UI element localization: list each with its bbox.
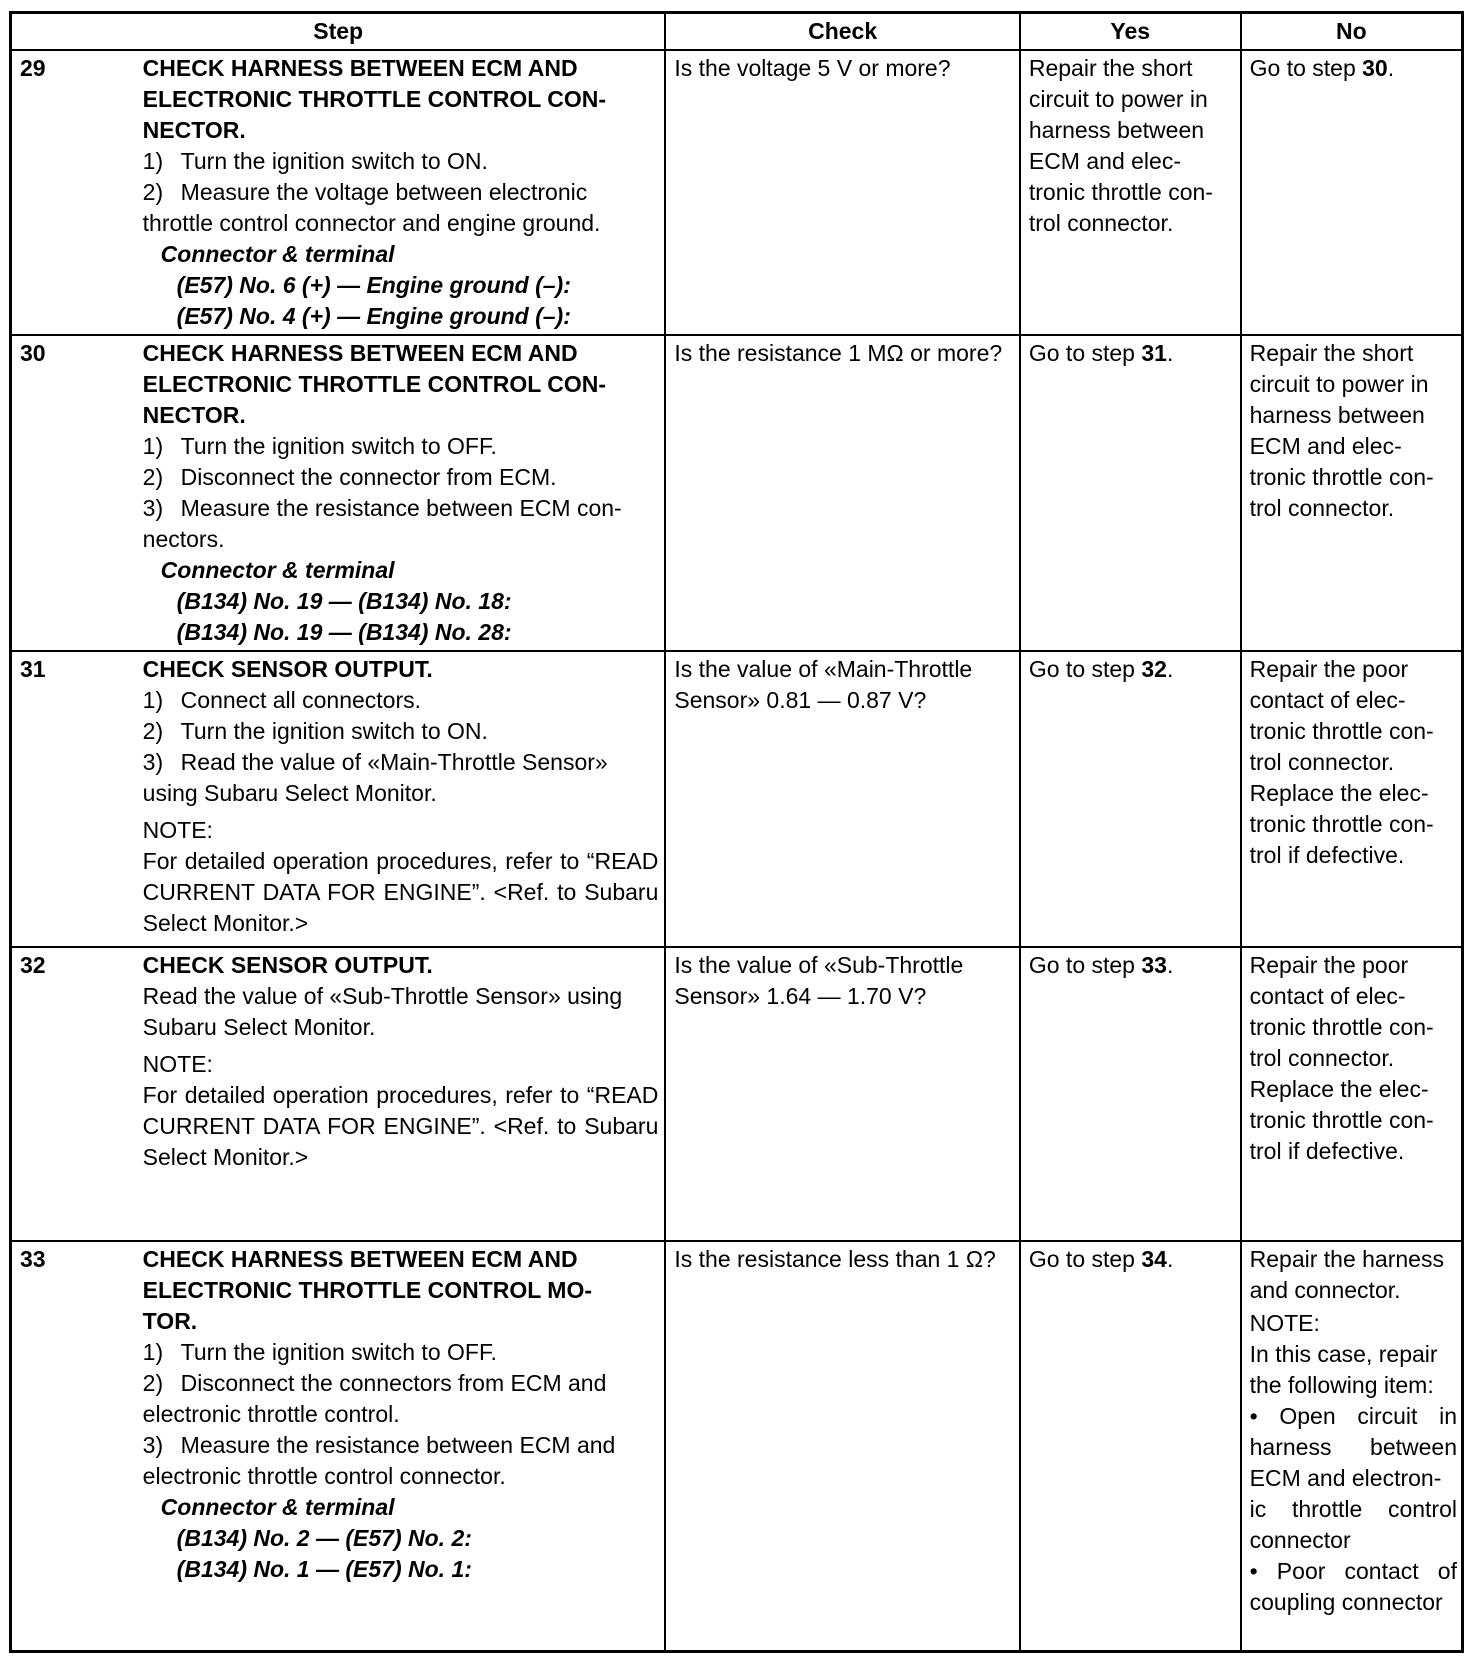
connector-terminal-heading: Connector & terminal bbox=[160, 241, 395, 267]
step-link: 30 bbox=[1362, 55, 1388, 81]
step-description bbox=[135, 947, 666, 1241]
header-check: Check bbox=[665, 13, 1020, 51]
no-action: Repair the harness and connector. bbox=[1249, 1246, 1444, 1303]
step-number: 32 bbox=[11, 947, 135, 1241]
check-cell: Is the resistance less than 1 Ω? bbox=[665, 1241, 1020, 1652]
instruction: 1) Turn the ignition switch to OFF. bbox=[142, 433, 497, 459]
bullet-item: • Poor contact of coupling connector bbox=[1249, 1558, 1457, 1615]
table-row bbox=[11, 1241, 1463, 1652]
step-link: 33 bbox=[1141, 952, 1167, 978]
yes-cell: Go to step 31. bbox=[1020, 335, 1241, 651]
step-title: CHECK HARNESS BETWEEN ECM AND ELECTRONIC THROTTLE CONTROL MO- TOR. bbox=[142, 1246, 592, 1334]
step-link: 34 bbox=[1141, 1246, 1167, 1272]
step-description bbox=[135, 651, 666, 947]
table-row bbox=[11, 947, 1463, 1241]
note-label: NOTE: bbox=[142, 1051, 213, 1077]
header-yes: Yes bbox=[1020, 13, 1241, 51]
note-label: NOTE: bbox=[142, 817, 213, 843]
terminal-spec: (B134) No. 2 — (E57) No. 2: bbox=[176, 1525, 472, 1551]
yes-cell: Go to step 34. bbox=[1020, 1241, 1241, 1652]
note-text: For detailed operation procedures, refer to “READ CURRENT DATA FOR ENGINE”. <Ref. to Subaru Select Monitor.> bbox=[142, 848, 659, 936]
no-cell bbox=[1241, 1241, 1463, 1652]
table-row bbox=[11, 50, 1463, 335]
instruction: 1) Turn the ignition switch to ON. bbox=[142, 148, 488, 174]
step-number: 29 bbox=[11, 50, 135, 335]
check-cell: Is the voltage 5 V or more? bbox=[665, 50, 1020, 335]
check-cell: Is the value of «Sub-Throttle Sensor» 1.64 — 1.70 V? bbox=[665, 947, 1020, 1241]
step-link: 31 bbox=[1141, 340, 1167, 366]
instruction: 2) Measure the voltage between electronic throttle control connector and engine ground. bbox=[142, 179, 601, 236]
yes-cell: Go to step 32. bbox=[1020, 651, 1241, 947]
instruction: 2) Disconnect the connectors from ECM and electronic throttle control. bbox=[142, 1370, 607, 1427]
note-text: For detailed operation procedures, refer to “READ CURRENT DATA FOR ENGINE”. <Ref. to Subaru Select Monitor.> bbox=[142, 1082, 659, 1170]
yes-cell: Go to step 33. bbox=[1020, 947, 1241, 1241]
step-title: CHECK HARNESS BETWEEN ECM AND ELECTRONIC THROTTLE CONTROL CON- NECTOR. bbox=[142, 55, 607, 143]
instruction: 3) Measure the resistance between ECM con- nectors. bbox=[142, 495, 622, 552]
table-header-row bbox=[11, 13, 1463, 51]
instruction: 3) Read the value of «Main-Throttle Sensor» using Subaru Select Monitor. bbox=[142, 749, 608, 806]
check-cell: Is the value of «Main-Throttle Sensor» 0.81 — 0.87 V? bbox=[665, 651, 1020, 947]
header-no: No bbox=[1241, 13, 1463, 51]
connector-terminal-heading: Connector & terminal bbox=[160, 557, 395, 583]
no-cell: Repair the short circuit to power in harness between ECM and elec- tronic throttle con- trol connector. bbox=[1241, 335, 1463, 651]
step-title: CHECK HARNESS BETWEEN ECM AND ELECTRONIC THROTTLE CONTROL CON- NECTOR. bbox=[142, 340, 607, 428]
instruction: 3) Measure the resistance between ECM and electronic throttle control connector. bbox=[142, 1432, 616, 1489]
instruction: 1) Connect all connectors. bbox=[142, 687, 422, 713]
terminal-spec: (B134) No. 1 — (E57) No. 1: bbox=[176, 1556, 472, 1582]
table-row bbox=[11, 651, 1463, 947]
step-number: 33 bbox=[11, 1241, 135, 1652]
note-text: In this case, repair the following item: bbox=[1249, 1341, 1438, 1398]
step-body: Read the value of «Sub-Throttle Sensor» using Subaru Select Monitor. bbox=[142, 983, 623, 1040]
table-row bbox=[11, 335, 1463, 651]
diagnostic-table bbox=[9, 11, 1464, 1653]
terminal-spec: (E57) No. 6 (+) — Engine ground (–): bbox=[176, 272, 571, 298]
terminal-spec: (B134) No. 19 — (B134) No. 28: bbox=[176, 619, 512, 645]
header-step: Step bbox=[11, 13, 666, 51]
yes-cell: Repair the short circuit to power in harness between ECM and elec- tronic throttle con- trol connector. bbox=[1020, 50, 1241, 335]
step-description bbox=[135, 50, 666, 335]
instruction: 2) Turn the ignition switch to ON. bbox=[142, 718, 488, 744]
bullet-item: • Open circuit in harness between ECM and electron- ic throttle control connector bbox=[1249, 1403, 1457, 1553]
step-description bbox=[135, 1241, 666, 1652]
no-cell: Repair the poor contact of elec- tronic throttle con- trol connector. Replace the elec- tronic throttle con- trol if defective. bbox=[1241, 651, 1463, 947]
step-description bbox=[135, 335, 666, 651]
step-title: CHECK SENSOR OUTPUT. bbox=[142, 656, 433, 682]
no-cell: Go to step 30. bbox=[1241, 50, 1463, 335]
connector-terminal-heading: Connector & terminal bbox=[160, 1494, 395, 1520]
instruction: 1) Turn the ignition switch to OFF. bbox=[142, 1339, 497, 1365]
check-cell: Is the resistance 1 MΩ or more? bbox=[665, 335, 1020, 651]
instruction: 2) Disconnect the connector from ECM. bbox=[142, 464, 557, 490]
step-number: 31 bbox=[11, 651, 135, 947]
no-cell: Repair the poor contact of elec- tronic throttle con- trol connector. Replace the elec- tronic throttle con- trol if defective. bbox=[1241, 947, 1463, 1241]
step-number: 30 bbox=[11, 335, 135, 651]
terminal-spec: (E57) No. 4 (+) — Engine ground (–): bbox=[176, 303, 571, 329]
terminal-spec: (B134) No. 19 — (B134) No. 18: bbox=[176, 588, 512, 614]
note-label: NOTE: bbox=[1249, 1310, 1320, 1336]
step-title: CHECK SENSOR OUTPUT. bbox=[142, 952, 433, 978]
step-link: 32 bbox=[1141, 656, 1167, 682]
